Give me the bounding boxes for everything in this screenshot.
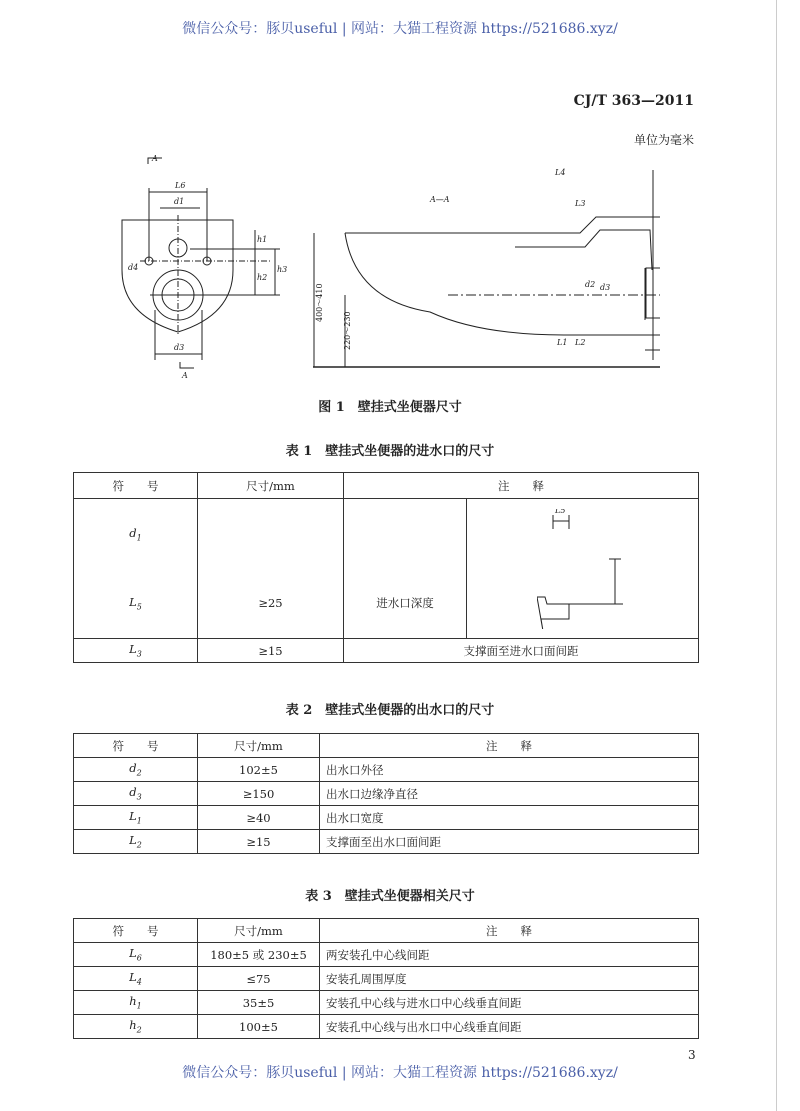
section-label-bottom: A — [182, 371, 188, 380]
header-size: 尺寸/mm — [198, 473, 344, 499]
table3-title: 表 3 壁挂式坐便器相关尺寸 — [305, 889, 475, 904]
header-note: 注 释 — [344, 473, 699, 499]
svg-text:L1: L1 — [557, 338, 568, 347]
svg-text:h3: h3 — [277, 265, 288, 274]
svg-text:L4: L4 — [555, 168, 566, 177]
table-row: $d_2$ 102±5 出水口外径 — [74, 758, 699, 782]
inlet-depth-inset — [467, 499, 699, 639]
table-row: $L_4$ ≤75 安装孔周围厚度 — [74, 967, 699, 991]
table-row: $L_5$ ≥25 进水口深度 — [74, 569, 699, 639]
table-row: $d_1$ L5 — [74, 499, 699, 569]
table-row: $L_6$ 180±5 或 230±5 两安装孔中心线间距 — [74, 943, 699, 967]
figure-drawing — [100, 150, 660, 390]
header-symbol: 符 号 — [74, 473, 198, 499]
svg-text:h2: h2 — [257, 273, 268, 282]
standard-code: CJ/T 363—2011 — [573, 93, 694, 109]
svg-text:h1: h1 — [257, 235, 268, 244]
svg-text:L3: L3 — [575, 199, 586, 208]
page-number: 3 — [688, 1048, 696, 1062]
table1 — [73, 472, 699, 663]
svg-text:d1: d1 — [174, 197, 185, 206]
table-row: $h_1$ 35±5 安装孔中心线与进水口中心线垂直间距 — [74, 991, 699, 1015]
table-row: $L_2$ ≥15 支撑面至出水口面间距 — [74, 830, 699, 854]
table1-title: 表 1 壁挂式坐便器的进水口的尺寸 — [285, 444, 495, 459]
svg-text:d2: d2 — [585, 280, 596, 289]
svg-text:L5: L5 — [555, 509, 566, 515]
figure-caption: 图 1 壁挂式坐便器尺寸 — [318, 400, 462, 415]
section-label-top: A — [152, 154, 158, 163]
table-row: $d_3$ ≥150 出水口边缘净直径 — [74, 782, 699, 806]
svg-text:d3: d3 — [174, 343, 185, 352]
svg-text:d3: d3 — [600, 283, 611, 292]
svg-text:220～230: 220～230 — [343, 311, 352, 350]
watermark-bottom: 微信公众号：豚贝useful | 网站：大猫工程资源 https://521686.xyz/ — [182, 1065, 618, 1081]
table-row: $L_1$ ≥40 出水口宽度 — [74, 806, 699, 830]
svg-text:L2: L2 — [575, 338, 586, 347]
table-row: $h_2$ 100±5 安装孔中心线与出水口中心线垂直间距 — [74, 1015, 699, 1039]
table3: 符 号 尺寸/mm 注 释 $L_6$ 180±5 或 230±5 两安装孔中心线间距 $L_4$ ≤75 安装孔周围厚度 $h_1$ 35±5 安装孔中心线与进水口中心线垂直间距 $h_2$ 100±5 安装孔中心线与出水口中心线垂直间距 — [73, 918, 699, 1039]
page-edge — [776, 0, 777, 1111]
svg-text:A—A: A—A — [430, 195, 450, 204]
table2-title: 表 2 壁挂式坐便器的出水口的尺寸 — [285, 703, 495, 718]
svg-text:400～410: 400～410 — [315, 283, 324, 322]
table-row: $L_3$ ≥15 支撑面至进水口面间距 — [74, 639, 699, 663]
table2: 符 号 尺寸/mm 注 释 $d_2$ 102±5 出水口外径 $d_3$ ≥150 出水口边缘净直径 $L_1$ ≥40 出水口宽度 $L_2$ ≥15 支撑面至出水口面间距 — [73, 733, 699, 854]
svg-text:L6: L6 — [175, 181, 186, 190]
unit-note: 单位为毫米 — [633, 133, 694, 147]
watermark-top: 微信公众号：豚贝useful | 网站：大猫工程资源 https://521686.xyz/ — [182, 21, 618, 37]
svg-text:d4: d4 — [128, 263, 139, 272]
